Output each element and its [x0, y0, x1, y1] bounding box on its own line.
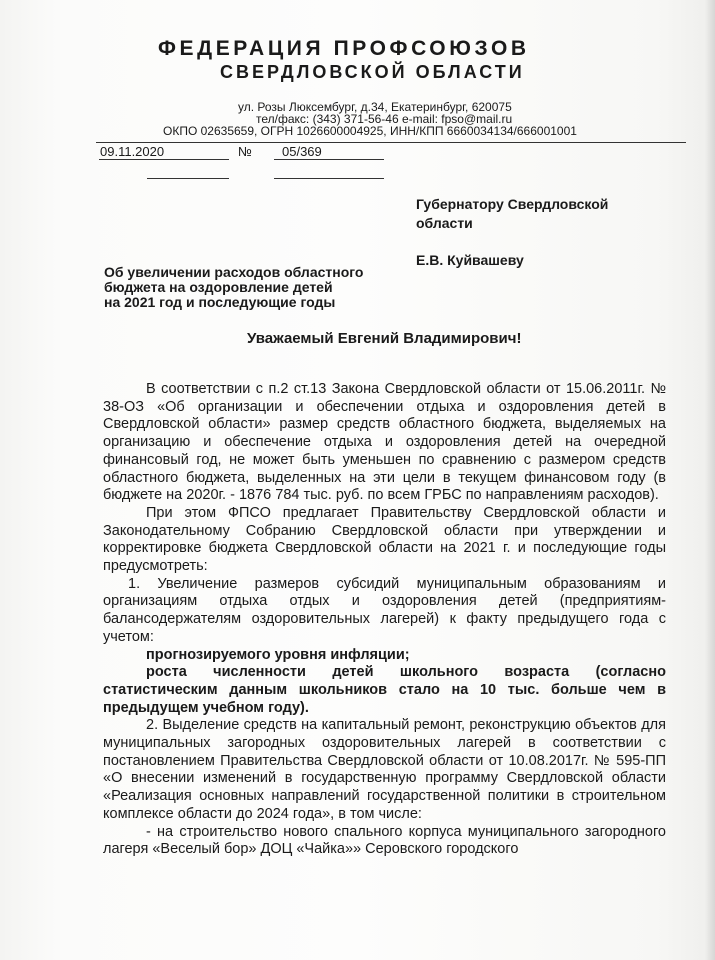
body-paragraph-1: В соответствии с п.2 ст.13 Закона Свердловской области от 15.06.2011г. № 38-ОЗ «Об организации и обеспечении отдыха и оздоровления детей в Свердловской области» размер средств областного бюджета, выделяемых на организацию и обеспечение отдыха и оздоровления детей на очередной финансовый год, не может быть уменьшен по сравнению с размером средств областного бюджета, выделенных на эти цели в текущем финансовом году (в бюджете на 2020г. - 1876 784 тыс. руб. по всем ГРБС по направлениям расходов).	[103, 381, 666, 504]
letter-subject	[104, 265, 363, 310]
addressee-line2: области	[416, 215, 473, 231]
date-underline	[99, 159, 229, 160]
org-address: ул. Розы Люксембург, д.34, Екатеринбург, 620075	[238, 100, 512, 114]
subject-line3: на 2021 год и последующие годы	[104, 294, 336, 310]
body-item-1: 1. Увеличение размеров субсидий муниципальным образованиям и организациям отдыха отдых и оздоровления детей (предприятиям-балансодержателям оздоровительных лагерей) к факту предыдущего года с учетом:	[103, 575, 666, 645]
subject-line2: бюджета на оздоровление детей	[104, 279, 333, 295]
letter-body	[103, 381, 666, 859]
blank-underline-left	[147, 178, 229, 179]
org-title-line1: ФЕДЕРАЦИЯ ПРОФСОЮЗОВ	[158, 37, 530, 60]
body-item-2: 2. Выделение средств на капитальный ремонт, реконструкцию объектов для муниципальных загородных оздоровительных лагерей в соответствии с постановлением Правительства Свердловской области от 10.08.2017г. № 595-ПП «О внесении изменений в государственную программу Свердловской области «Реализация основных направлений государственной политики в строительном комплексе области до 2024 года», в том числе:	[103, 717, 666, 822]
page-edge-shadow	[705, 0, 715, 960]
letter-number: 05/369	[282, 144, 322, 159]
letter-date: 09.11.2020	[100, 144, 165, 159]
org-contacts: тел/факс: (343) 371-56-46 e-mail: fpso@mail.ru	[256, 112, 513, 126]
addressee-name: Е.В. Куйвашеву	[416, 252, 524, 268]
letter-number-sign: №	[238, 144, 252, 159]
body-item-1-inflation: прогнозируемого уровня инфляции;	[146, 646, 410, 663]
salutation: Уважаемый Евгений Владимирович!	[247, 330, 522, 347]
blank-underline-right	[274, 178, 384, 179]
addressee-line1: Губернатору Свердловской	[416, 196, 609, 212]
number-underline	[274, 159, 384, 160]
org-title-line2: СВЕРДЛОВСКОЙ ОБЛАСТИ	[220, 62, 525, 82]
org-registry: ОКПО 02635659, ОГРН 1026600004925, ИНН/КПП 6660034134/666001001	[163, 124, 577, 138]
body-item-2-a: - на строительство нового спального корпуса муниципального загородного лагеря «Веселый бор» ДОЦ «Чайка»» Серовского городского	[103, 823, 666, 858]
subject-line1: Об увеличении расходов областного	[104, 264, 364, 280]
body-paragraph-2: При этом ФПСО предлагает Правительству Свердловской области и Законодательному Собранию Свердловской области при утверждении и корректировке бюджета Свердловской области на 2021 г. и последующие годы предусмотреть:	[103, 504, 666, 575]
body-item-1-growth: роста численности детей школьного возраста (согласно статистическим данным школьников стало на 10 тыс. больше чем в предыдущем учебном году).	[103, 664, 666, 716]
header-divider	[96, 142, 686, 143]
